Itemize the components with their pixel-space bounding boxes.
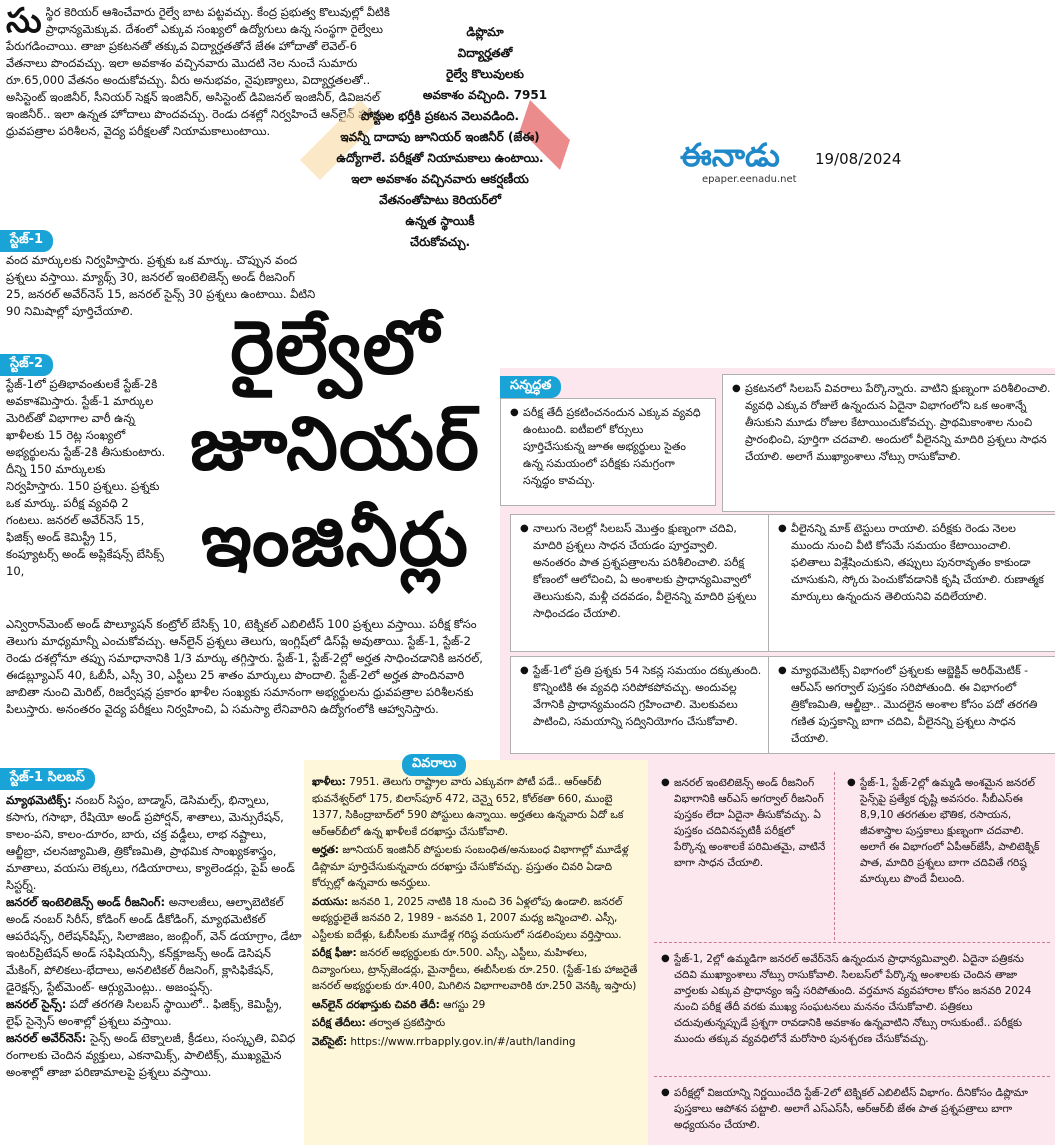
syllabus-item	[6, 894, 302, 996]
stage2-wide-text: ఎన్విరాన్‌మెంట్ అండ్ పొల్యూషన్ కంట్రోల్ బేసిక్స్ 10, టెక్నికల్ ఎబిలిటీస్ 100 ప్రశ్నలు వస్తాయి. పరీక్ష కోసం తెలుగు మాధ్యమాన్నీ ఎంచుకోవచ్చు. ఆన్‌లైన్ ప్రశ్నలు తెలుగు, ఇంగ్లిష్‌లో డిస్‌ప్లే అవుతాయి. స్టేజ్-1, స్టేజ్-2 రెండు దశల్లోనూ తప్పు సమాధానానికి 1/3 మార్కు తగ్గిస్తారు. స్టేజ్-1, స్టేజ్-2ల్లో అర్హత సాధించడానికి జనరల్, ఈడబ్ల్యూఎస్ 40, ఓబీసీ, ఎస్సీ 30, ఎస్టీలు 25 శాతం మార్కులు పొందాలి. స్టేజ్-2లో అర్హత పొందినవారి జాబితా నుంచి మెరిట్, రిజర్వేషన్ల ప్రకారం ఖాళీల సంఖ్యకు సమానంగా అభ్యర్థులను ధ్రువపత్రాల పరిశీలనకు పిలుస్తారు. అనంతరం వైద్య పరీక్షలు నిర్వహించి, ఏ సమస్యా లేనివారిని ఉద్యోగంలోకి ఆహ్వానిస్తారు.	[6, 617, 483, 716]
syllabus-item-label: జనరల్ ఇంటెలిజెన్స్ అండ్ రీజనింగ్:	[6, 895, 166, 909]
details-row-label: అర్హత:	[312, 844, 339, 856]
preparation-label: సన్నద్ధత	[500, 376, 561, 398]
intro-text: స్థిర కెరియర్ ఆశించేవారు రైల్వే బాట పట్టవచ్చు. కేంద్ర ప్రభుత్వ కొలువుల్లో వీటికి ప్రాధాన్యమెక్కువ. దేశంలో ఎక్కువ సంఖ్యలో ఉద్యోగులు ఉన్న సంస్థగా రైల్వేలు పేరుగడించాయి. తాజా ప్రకటనతో తక్కువ విద్యార్హతతోనే జేఈ హోదాతో లెవెల్-6 వేతనాలు పొందవచ్చు. ఇలా అవకాశం వచ్చినవారు మొదటి నెల నుంచే సుమారు రూ.65,000 వేతనం అందుకోవచ్చు. వీరు అనుభవం, నైపుణ్యాలు, విద్యార్హతలతో.. అసిస్టెంట్ ఇంజినీర్, సీనియర్ సెక్షన్ ఇంజినీర్, అసిస్టెంట్ డివిజనల్ ఇంజినీర్, డివిజనల్ ఇంజినీర్.. ఇలా ఉన్నత హోదాలు పొందవచ్చు. రెండు దశల్లో నిర్వహించే ఆన్‌లైన్ పరీక్షలు, ధ్రువపత్రాల పరిశీలన, వైద్య పరీక్షలతో నియామకాలుంటాయి.	[6, 5, 395, 138]
details-list	[312, 774, 642, 1050]
callout-line: రైల్వే కొలువులకు	[446, 67, 524, 81]
details-label: వివరాలు	[402, 754, 466, 776]
tip-card-text: ● జనరల్ ఇంటెలిజెన్స్ అండ్ రీజనింగ్ విభాగానికి ఆర్‌ఎస్ అగర్వాల్ రీజనింగ్ పుస్తకం లేదా ఏదైనా తీసుకోవచ్చు. ఏ పుస్తకం చదివినప్పటికీ పరీక్షలో పేర్కొన్న అంశాలకే పరిమితమై, వాటినే బాగా సాధన చేయాలి.	[674, 775, 826, 871]
syllabus-item-label: జనరల్ అవేర్‌నెస్:	[6, 1031, 87, 1045]
syllabus-item	[6, 996, 302, 1030]
prep-card	[510, 514, 772, 652]
tip-card-text: ● స్టేజ్-1, 2ల్లో ఉమ్మడిగా జనరల్ అవేర్‌నెస్ ఉన్నందున ప్రాధాన్యమివ్వాలి. ఏదైనా పత్రికను చదివి ముఖ్యాంశాలు నోట్సు రాసుకోవాలి. సిలబస్‌లో పేర్కొన్న అంశాలకు చెందిన తాజా వార్తలకు ఎక్కువ ప్రాధాన్యం ఇస్తే సరిపోతుంది. వర్తమాన వ్యవహారాల కోసం జనవరి 2024 నుంచి పరీక్ష తేదీ వరకు ముఖ్య సంఘటనలు మననం చేసుకోవాలి. పత్రికలు చదువుతున్నప్పుడే ప్రశ్నగా రావడానికి అవకాశం ఉన్నవాటిని నోట్సు రాసుకుంటే.. పరీక్షకు ముందు తక్కువ వ్యవధిలోనే మరోసారి పునశ్చరణ చేసుకోవచ్చు.	[674, 951, 1044, 1047]
callout-line: ఉన్నత స్థాయికీ	[405, 214, 475, 228]
syllabus-item-text: సైన్స్ అండ్ టెక్నాలజీ, క్రీడలు, సంస్కృతి, వివిధ రంగాలకు చెందిన వ్యక్తులు, ఎకనామిక్స్, పాలిటిక్స్, ముఖ్యమైన అంశాల్లో తాజా పరిణామాలపై ప్రశ్నలు వస్తాయి.	[6, 1031, 296, 1079]
masthead	[680, 136, 950, 192]
details-row	[312, 945, 642, 995]
callout-wide	[290, 106, 590, 253]
callout-line: విద్యార్హతతో	[457, 46, 513, 60]
prep-card	[768, 514, 1055, 652]
syllabus-item-label: జనరల్ సైన్స్:	[6, 997, 67, 1011]
syllabus-item-text: పదో తరగతి సిలబస్ స్థాయిలో.. ఫిజిక్స్, కెమిస్ట్రీ, లైఫ్ సైన్సెస్ అంశాల్లో ప్రశ్నలు వస్తాయి.	[6, 997, 283, 1028]
eenadu-logo: ఈనాడు	[680, 136, 780, 174]
tip-card	[838, 770, 1050, 944]
prep-card	[500, 398, 716, 506]
details-row-label: వెబ్‌సైట్:	[312, 1035, 348, 1048]
edition-date: 19/08/2024	[815, 150, 902, 168]
headline-line: రైల్వేలో	[230, 305, 440, 391]
details-row	[312, 997, 642, 1014]
prep-card	[510, 656, 772, 754]
tip-card	[652, 770, 834, 944]
prep-card-text: ● స్టేజ్-1లో ప్రతి ప్రశ్నకు 54 సెకన్ల సమయం దక్కుతుంది. కొన్నింటికి ఈ వ్యవధి సరిపోకపోవచ్చు. అందువల్ల వేగానికి ప్రాధాన్యమందని గ్రహించాలి. మెలకువలు పాటించి, సమయాన్ని సద్వినియోగం చేసుకోవాలి.	[533, 662, 763, 730]
stage1-text: వంద మార్కులకు నిర్వహిస్తారు. ప్రశ్నకు ఒక మార్కు. చొప్పున వంద ప్రశ్నలు వస్తాయి. మ్యాథ్స్ 30, జనరల్ ఇంటెలిజెన్స్ అండ్ రీజనింగ్ 25, జనరల్ అవేర్‌నెస్ 15, జనరల్ సైన్స్ 30 ప్రశ్నలు ఉంటాయి. వీటిని 90 నిమిషాల్లో పూర్తిచేయాలి.	[6, 253, 316, 318]
stage2-header	[0, 352, 120, 376]
details-row	[312, 894, 642, 944]
prep-card	[768, 656, 1055, 754]
tip-card	[652, 946, 1052, 1084]
callout-line: చేరుకోవచ్చు.	[409, 235, 471, 249]
preparation-header	[500, 374, 640, 398]
details-row	[312, 1034, 642, 1051]
prep-card-text: ● వీలైనన్ని మాక్ టెస్టులు రాయాలి. పరీక్షకు రెండు నెలల ముందు నుంచి వీటి కోసమే సమయం కేటాయించాలి. ఫలితాలు విశ్లేషించుకుని, తప్పులు పునరావృతం కాకుండా చూసుకుని, స్కోరు పెంచుకోవడానికి కృషి చేయాలి. రుణాత్మక మార్కులు ఉన్నందున తెలియనివి వదిలేయాలి.	[791, 520, 1049, 605]
details-row-text: https://www.rrbapply.gov.in/#/auth/landing	[350, 1035, 576, 1048]
details-row-label: ఖాళీలు:	[312, 776, 346, 788]
syllabus-item-text: అనాలజీలు, ఆల్ఫాబెటికల్ అండ్ నంబర్ సిరీస్, కోడింగ్ అండ్ డీకోడింగ్, మ్యాథమెటికల్ ఆపరేషన్స్, రిలేషన్‌షిప్స్, సిలాజిజం, జంబ్లింగ్, వెన్ డయాగ్రాం, డేటా ఇంటర్‌ప్రిటేషన్ అండ్ సఫిషియన్సీ, కన్‌క్లూజన్స్ అండ్ డెసిషన్ మేకింగ్, పోలికలు-భేదాలు, అనలిటికల్ రీజనింగ్, క్లాసిఫికేషన్, డైరెక్షన్స్, స్టేట్‌మెంట్- ఆర్గ్యుమెంట్లు.. అజంప్షన్స్.	[6, 895, 302, 994]
stage1-label: స్టేజ్-1	[0, 230, 53, 252]
details-row-label: వయసు:	[312, 895, 349, 908]
syllabus-item-text: నంబర్ సిస్టం, బాడ్మాస్, డెసిమల్స్, భిన్నాలు, కసాగు, గసాభా, రేషియో అండ్ ప్రపోర్షన్, శాతాలు, మెన్సురేషన్, కాలం-పని, కాలం-దూరం, బారు, చక్ర వడ్డీలు, లాభ నష్టాలు, ఆల్జీబ్రా, చలనజ్యామితి, త్రికోణమితి, ప్రాథమిక సాంఖ్యకశాస్త్రం, మాతాలు, వయసు లెక్కలు, గడియారాలు, క్యాలెండర్లు, పైప్ అండ్ సిస్టర్న్.	[6, 793, 295, 892]
tip-card-text: ● స్టేజ్-1, స్టేజ్-2ల్లో ఉమ్మడి అంశమైన జనరల్ సైన్స్‌పై ప్రత్యేక దృష్టి అవసరం. సీబీఎస్‌ఈ 8,9,10 తరగతుల భౌతిక, రసాయన, జీవశాస్త్రాల పుస్తకాలు క్షుణ్నంగా చదవాలి. అలాగే ఈ విభాగంలో ఏపీఆర్‌జేసీ, పాలిటెక్నిక్ పాత, మాదిరి ప్రశ్నలు బాగా చదివితే గరిష్ఠ మార్కులు పొందే వీలుంది.	[860, 775, 1042, 887]
stage2-label: స్టేజ్-2	[0, 354, 53, 376]
callout-line: ఇవన్నీ దాదాపు జూనియర్ ఇంజినీర్ (జేఈ)	[340, 130, 540, 144]
prep-card-text: ● నాలుగు నెలల్లో సిలబస్ మొత్తం క్షుణ్నంగా చదివి, మాదిరి ప్రశ్నలు సాధన చేయడం పూర్తవ్వాలి. అనంతరం పాత ప్రశ్నపత్రాలను పరిశీలించాలి. పరీక్ష కోణంలో ఆలోచించి, ఏ అంశాలకు ప్రాధాన్యమివ్వాలో తెలుసుకుని, మళ్లీ చదవడం, వీలైనన్ని మాదిరి ప్రశ్నలు సాధించడం చేయాలి.	[533, 520, 763, 622]
callout-line: ఇలా అవకాశం వచ్చినవారు ఆకర్షణీయ	[351, 172, 529, 186]
epaper-site: epaper.eenadu.net	[702, 174, 797, 185]
callout-line: అవకాశం వచ్చింది. 7951	[422, 88, 548, 102]
details-row-text: జనరల్ అభ్యర్థులకు రూ.500. ఎస్సీ, ఎస్టీలు, మహిళలు, దివ్యాంగులు, ట్రాన్స్‌జెండర్లు, మైనార్టీలు, ఈబీసీలకు రూ.250. (స్టేజ్-1కు హాజరైతే జనరల్ అభ్యర్థులకు రూ.400, మిగిలిన విభాగాలవారికి రూ.250 వెనక్కి ఇస్తారు)	[312, 947, 638, 992]
syllabus-label: స్టేజ్-1 సిలబస్	[0, 768, 95, 790]
headline-line: జూనియర్	[190, 401, 480, 487]
prep-card-text: ● పరీక్ష తేదీ ప్రకటించనందున ఎక్కువ వ్యవధి ఉంటుంది. ఐటీఐలో కోర్సులు పూర్తిచేసుకున్న జూఈ అభ్యర్థులు సైతం ఉన్న సమయంలో పరీక్షకు సమగ్రంగా సన్నద్ధం కావచ్చు.	[523, 404, 707, 489]
prep-card-text: ● మ్యాథమెటిక్స్ విభాగంలో ప్రశ్నలకు ఆబ్జెక్టివ్ అరిథ్‌మెటిక్ - ఆర్‌ఎస్ అగర్వాల్ పుస్తకం సరిపోతుంది. ఈ విభాగంలో త్రికోణమితి, ఆల్జీబ్రా.. మొదలైన అంశాల కోసం పదో తరగతి గణిత పుస్తకాన్ని బాగా చదివి, వీలైనన్ని ప్రశ్నలు సాధన చేయాలి.	[791, 662, 1049, 747]
stage2-text: స్టేజ్-1లో ప్రతిభావంతులకే స్టేజ్-2కి అవకాశమిస్తారు. స్టేజ్-1 మార్కుల మెరిట్‌తో విభాగాల వారీ ఉన్న ఖాళీలకు 15 రెట్ల సంఖ్యలో అభ్యర్థులను స్టేజ్-2కి తీసుకుంటారు. దీన్ని 150 మార్కులకు నిర్వహిస్తారు. 150 ప్రశ్నలు. ప్రశ్నకు ఒక మార్కు. పరీక్ష వ్యవధి 2 గంటలు. జనరల్ అవేర్‌నెస్ 15, ఫిజిక్స్ అండ్ కెమిస్ట్రీ 15, కంప్యూటర్స్ అండ్ అప్లికేషన్స్ బేసిక్స్ 10,	[6, 377, 166, 578]
prep-card-text: ● ప్రకటనలో సిలబస్ వివరాలు పేర్కొన్నారు. వాటిని క్షుణ్నంగా పరిశీలించాలి. వ్యవధి ఎక్కువ రోజులే ఉన్నందున ఏదైనా విభాగంలోని ఒక అంశాన్నే తీసుకుని మూడు రోజుల కేటాయించుకోవచ్చు. ప్రాథమికాంశాల నుంచి ప్రారంభించి, పూర్తిగా చదవాలి. అందులో వీలైనన్ని మాదిరి ప్రశ్నలు సాధన చేయాలి. అలాగే ముఖ్యాంశాలు నోట్సు రాసుకోవాలి.	[745, 380, 1051, 465]
syllabus-header	[0, 766, 160, 790]
details-row-text: తర్వాత ప్రకటిస్తారు	[369, 1017, 446, 1029]
details-row-text: జనవరి 1, 2025 నాటికి 18 నుంచి 36 ఏళ్లలోపు ఉండాలి. జనరల్ అభ్యర్థులైతే జనవరి 2, 1989 - జనవరి 1, 2007 మధ్య జన్మించాలి. ఎస్సీ, ఎస్టీలకు ఐదేళ్లు, ఓబీసీలకు మూడేళ్ల గరిష్ఠ వయసులో సడలింపులు వర్తిస్తాయి.	[312, 895, 623, 941]
prep-card	[722, 374, 1055, 512]
callout-line: డిప్లొమా	[466, 25, 504, 39]
callout	[385, 22, 585, 106]
syllabus-item	[6, 792, 302, 894]
callout-line: వేతనంతోపాటు కెరియర్‌లో	[379, 193, 501, 207]
syllabus-list	[6, 792, 302, 1081]
details-row	[312, 774, 642, 840]
details-row	[312, 842, 642, 892]
dropcap: సు	[6, 1, 42, 41]
stage1-header	[0, 228, 120, 252]
details-header	[402, 752, 522, 776]
details-row-label: ఆన్‌లైన్ దరఖాస్తుకు చివరి తేదీ:	[312, 998, 440, 1011]
headline-line: ఇంజినీర్లు	[200, 497, 470, 583]
tips-divider-v	[834, 772, 835, 940]
details-row-text: జూనియర్ ఇంజినీర్ పోస్టులకు సంబంధిత/అనుబంధ విభాగాల్లో మూడేళ్ల డిప్లొమా పూర్తిచేసుకున్నవారు దరఖాస్తు చేసుకోవచ్చు. ప్రస్తుతం చివరి ఏడాది కోర్సుల్లో ఉన్నవారు అనర్హులు.	[312, 844, 629, 889]
tip-card	[652, 1080, 1052, 1148]
details-row-text: 7951. తెలుగు రాష్ట్రాల వారు ఎక్కువగా పోటీ పడే.. ఆర్‌ఆర్‌బీ భువనేశ్వర్‌లో 175, బిలాస్‌పూర్ 472, చెన్నై 652, కోల్‌కతా 660, ముంబై 1377, సికింద్రాబాద్‌లో 590 పోస్టులు ఉన్నాయి. అర్హతలు ఉన్నవారు ఏదో ఒక ఆర్‌ఆర్‌బీలో ఉన్న ఖాళీలకే దరఖాస్తు చేసుకోవాలి.	[312, 776, 624, 838]
headline	[170, 300, 500, 588]
details-row-label: పరీక్ష ఫీజు:	[312, 947, 357, 959]
syllabus-item	[6, 1030, 302, 1081]
tip-card-text: ● పరీక్షల్లో విజయాన్ని నిర్ణయించేది స్టేజ్-2లో టెక్నికల్ ఎబిలిటీస్ విభాగం. దీనికోసం డిప్లొమా పుస్తకాలు ఆపోశన పట్టాలి. అలాగే ఎస్‌ఎస్‌సీ, ఆర్‌ఆర్‌బీ జేఈ పాత ప్రశ్నపత్రాలు బాగా అధ్యయనం చేయాలి.	[674, 1085, 1044, 1133]
callout-line: ఉద్యోగాలే. పరీక్షతో నియామకాలు ఉంటాయి.	[336, 151, 544, 165]
details-row-text: ఆగస్టు 29	[443, 998, 486, 1011]
callout-line: పోస్టుల భర్తీకి ప్రకటన వెలువడింది.	[360, 109, 520, 123]
syllabus-item-label: మ్యాథమెటిక్స్:	[6, 793, 72, 807]
details-row	[312, 1015, 642, 1032]
details-row-label: పరీక్ష తేదీలు:	[312, 1017, 366, 1029]
